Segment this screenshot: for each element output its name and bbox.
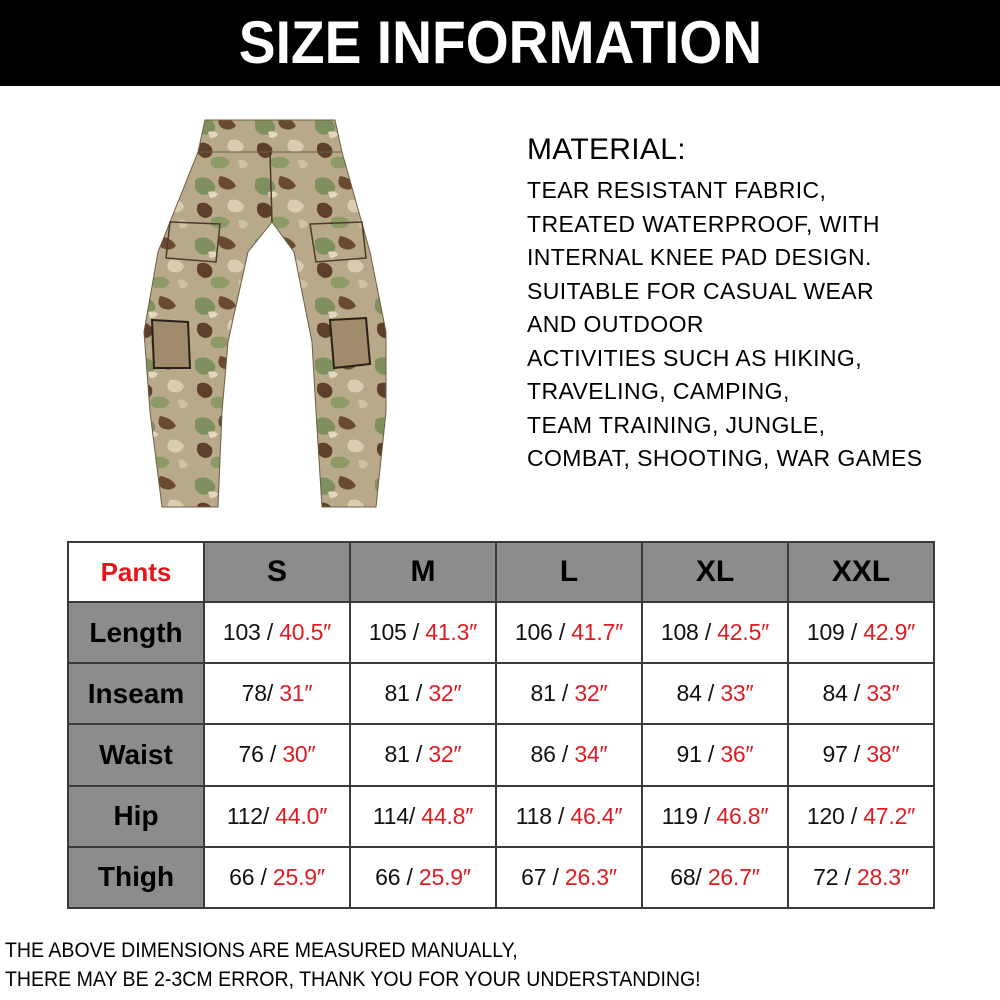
inch-value: 41.3″ [425, 619, 478, 646]
measure-cell [350, 663, 496, 724]
material-line: TREATED WATERPROOF, WITH [527, 210, 880, 237]
cm-value: 81 / [530, 680, 575, 707]
inch-value: 25.9″ [418, 863, 471, 890]
material-line: TRAVELING, CAMPING, [527, 378, 790, 404]
material-line: TEAM TRAINING, JUNGLE, [527, 411, 826, 438]
material-line: TEAR RESISTANT FABRIC, [527, 177, 827, 203]
inch-value: 38″ [866, 741, 900, 768]
inch-value: 26.3″ [564, 863, 617, 890]
cm-value: 76 / [238, 741, 283, 768]
inch-value: 33″ [866, 680, 900, 707]
table-row-length [68, 602, 934, 663]
cm-value: 108 / [660, 619, 718, 646]
inch-value: 44.0″ [275, 802, 328, 829]
size-header-xl: XL [642, 542, 788, 602]
table-row-inseam [68, 663, 934, 724]
measure-cell [642, 786, 788, 847]
size-header-row [68, 542, 934, 602]
measure-cell [204, 724, 350, 785]
size-header-l: L [496, 542, 642, 602]
size-header-s: S [204, 542, 350, 602]
inch-value: 46.8″ [716, 802, 769, 829]
cm-value: 120 / [806, 802, 864, 829]
cm-value: 67 / [521, 863, 565, 890]
inch-value: 32″ [428, 741, 462, 768]
inch-value: 30″ [282, 741, 316, 768]
inch-value: 42.9″ [863, 619, 916, 646]
cm-value: 119 / [661, 802, 717, 829]
cm-value: 81 / [384, 680, 429, 707]
row-label: Length [68, 602, 204, 663]
measure-cell [350, 786, 496, 847]
table-row-thigh [68, 847, 934, 908]
cm-value: 84 / [822, 680, 867, 707]
row-label: Waist [68, 724, 204, 785]
inch-value: 44.8″ [421, 802, 474, 829]
title-banner [0, 0, 1000, 86]
cm-value: 66 / [375, 863, 419, 890]
table-corner-label: Pants [68, 542, 204, 602]
cm-value: 84 / [676, 680, 721, 707]
material-heading: MATERIAL: [527, 133, 686, 166]
cm-value: 103 / [222, 619, 280, 646]
measure-cell [496, 663, 642, 724]
cm-value: 105 / [368, 619, 426, 646]
measure-cell [496, 602, 642, 663]
material-line: INTERNAL KNEE PAD DESIGN. [527, 244, 872, 270]
inch-value: 25.9″ [272, 863, 325, 890]
camo-pants-icon [130, 112, 410, 517]
measure-cell [788, 786, 934, 847]
material-line: SUITABLE FOR CASUAL WEAR [527, 277, 874, 304]
inch-value: 32″ [574, 680, 608, 707]
product-image [130, 112, 410, 517]
cm-value: 109 / [806, 619, 864, 646]
measure-cell [788, 663, 934, 724]
disclaimer-line: THE ABOVE DIMENSIONS ARE MEASURED MANUALLY, [5, 939, 518, 962]
measure-cell [642, 724, 788, 785]
size-header-m: M [350, 542, 496, 602]
measure-cell [204, 663, 350, 724]
material-line: AND OUTDOOR [527, 311, 704, 337]
row-label: Hip [68, 786, 204, 847]
measure-cell [204, 847, 350, 908]
size-header-xxl: XXL [788, 542, 934, 602]
inch-value: 34″ [574, 741, 608, 768]
measure-cell [496, 724, 642, 785]
inch-value: 33″ [720, 680, 754, 707]
cm-value: 91 / [676, 741, 721, 768]
page-title: SIZE INFORMATION [238, 9, 762, 76]
disclaimer-line: THERE MAY BE 2-3CM ERROR, THANK YOU FOR YOUR UNDERSTANDING! [5, 968, 701, 991]
measure-cell [350, 602, 496, 663]
cm-value: 97 / [822, 741, 867, 768]
measure-cell [642, 663, 788, 724]
inch-value: 47.2″ [863, 802, 916, 829]
measure-cell [642, 602, 788, 663]
cm-value: 112/ [226, 802, 276, 829]
measure-cell [496, 786, 642, 847]
row-label: Thigh [68, 847, 204, 908]
inch-value: 42.5″ [717, 619, 770, 646]
inch-value: 46.4″ [570, 802, 623, 829]
inch-value: 32″ [428, 680, 462, 707]
material-description [527, 132, 987, 476]
measure-cell [350, 847, 496, 908]
cm-value: 68/ [670, 863, 708, 890]
table-row-waist [68, 724, 934, 785]
inch-value: 40.5″ [279, 619, 332, 646]
material-line: ACTIVITIES SUCH AS HIKING, [527, 344, 863, 371]
material-line: COMBAT, SHOOTING, WAR GAMES [527, 445, 923, 471]
measure-cell [350, 724, 496, 785]
size-chart-table [67, 541, 935, 909]
cm-value: 78/ [241, 680, 280, 707]
measure-cell [204, 602, 350, 663]
measurement-disclaimer [5, 936, 995, 994]
inch-value: 41.7″ [571, 619, 624, 646]
measure-cell [788, 602, 934, 663]
cm-value: 106 / [514, 619, 572, 646]
cm-value: 118 / [515, 802, 571, 829]
table-row-hip [68, 786, 934, 847]
cm-value: 72 / [813, 863, 857, 890]
inch-value: 28.3″ [856, 863, 909, 890]
inch-value: 26.7″ [707, 863, 760, 890]
measure-cell [788, 724, 934, 785]
measure-cell [788, 847, 934, 908]
cm-value: 81 / [384, 741, 429, 768]
measure-cell [204, 786, 350, 847]
inch-value: 36″ [720, 741, 754, 768]
cm-value: 86 / [530, 741, 575, 768]
cm-value: 114/ [372, 802, 422, 829]
measure-cell [642, 847, 788, 908]
row-label: Inseam [68, 663, 204, 724]
measure-cell [496, 847, 642, 908]
inch-value: 31″ [279, 680, 313, 707]
cm-value: 66 / [229, 863, 273, 890]
